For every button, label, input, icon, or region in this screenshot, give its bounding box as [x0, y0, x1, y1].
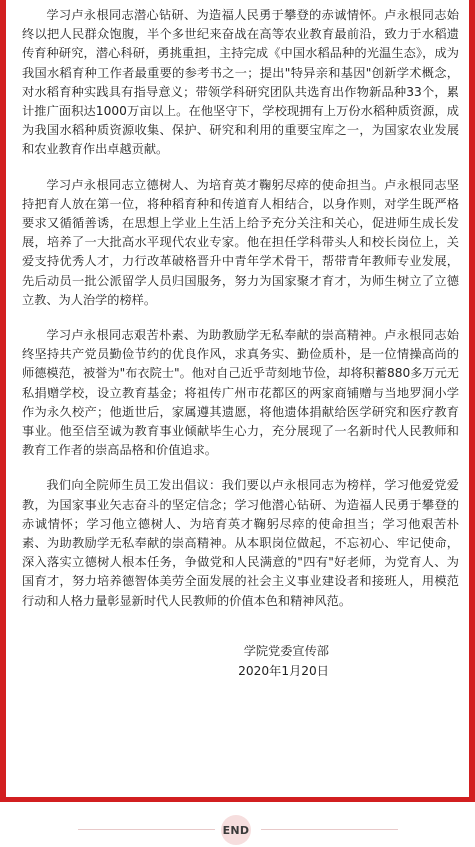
- paragraph-education: 学习卢永根同志立德树人、为培育英才鞠躬尽瘁的使命担当。卢永根同志坚持把育人放在第一位，将种稻育种和传道育人相结合，以身作则，对学生既严格要求又循循善诱，在思想上学业上生活上给予充分关注和关心，促进师生成长发展，培养了一大批高水平现代农业专家。他在担任学科带头人和校长岗位上，关爱支持优秀人才，力行改革破格晋升中青年学术骨干，帮带青年教师专业发展，先后动员一批公派留学人员归国服务，努力为国家聚才育才，为师生树立了立德立教、为人治学的榜样。: [22, 177, 459, 307]
- paragraph-dedication: 学习卢永根同志艰苦朴素、为助教励学无私奉献的崇高精神。卢永根同志始终坚持共产党员勤俭节约的优良作风，求真务实、勤俭质朴，是一位情操高尚的师德模范，被誉为"布衣院士"。他对自己近乎苛刻地节俭，却将积蓄880多万元无私捐赠学校，设立教育基金；将祖传广州市花都区的两家商铺赠与当地罗洞小学作为永久校产；他逝世后，家属遵其遗愿，将他遗体捐献给医学研究和医疗教育事业。他至信至诚为教育事业倾献毕生心力，充分展现了一名新时代人民教师和教育工作者的崇高品格和价值追求。: [22, 328, 459, 458]
- paragraph-research: 学习卢永根同志潜心钻研、为造福人民勇于攀登的赤诚情怀。卢永根同志始终以把人民群众饱腹，半个多世纪来奋战在高等农业教育最前沿，致力于水稻遗传育种研究，潜心科研，勇挑重担，主持完成《中国水稻品种的光温生态》，成为我国水稻育种工作者最重要的参考书之一；提出"特异亲和基因"创新学术概念，对水稻育种实践具有指导意义；带领学科研究团队共选育出作物新品种33个，累计推广面积达1000万亩以上。在他坚守下，学校现拥有上万份水稻种质资源，成为我国水稻种质资源收集、保护、研究和利用的重要宝库之一，为国家农业发展和农业教育作出卓越贡献。: [22, 8, 459, 157]
- end-label: END: [222, 823, 250, 837]
- end-footer: [0, 813, 475, 847]
- signature-date: 2020年1月20日: [238, 663, 329, 678]
- end-divider-left: [78, 829, 215, 830]
- signature-org: 学院党委宣传部: [243, 643, 329, 658]
- end-divider-right: [261, 829, 398, 830]
- signature-block: [22, 641, 459, 681]
- end-badge: [221, 815, 251, 845]
- document-body: [6, 0, 469, 797]
- paragraph-initiative: 我们向全院师生员工发出倡议：我们要以卢永根同志为榜样，学习他爱党爱教，为国家事业矢志奋斗的坚定信念；学习他潜心钻研、为造福人民勇于攀登的赤诚情怀；学习他立德树人、为培育英才鞠躬尽瘁的使命担当；学习他艰苦朴素、为助教励学无私奉献的崇高精神。从本职岗位做起，不忘初心、牢记使命，深入落实立德树人根本任务，争做党和人民满意的"四有"好老师，为党育人、为国育才，努力培养德智体美劳全面发展的社会主义事业建设者和接班人，用模范行动和人格力量彰显新时代人民教师的价值本色和精神风范。: [22, 478, 459, 608]
